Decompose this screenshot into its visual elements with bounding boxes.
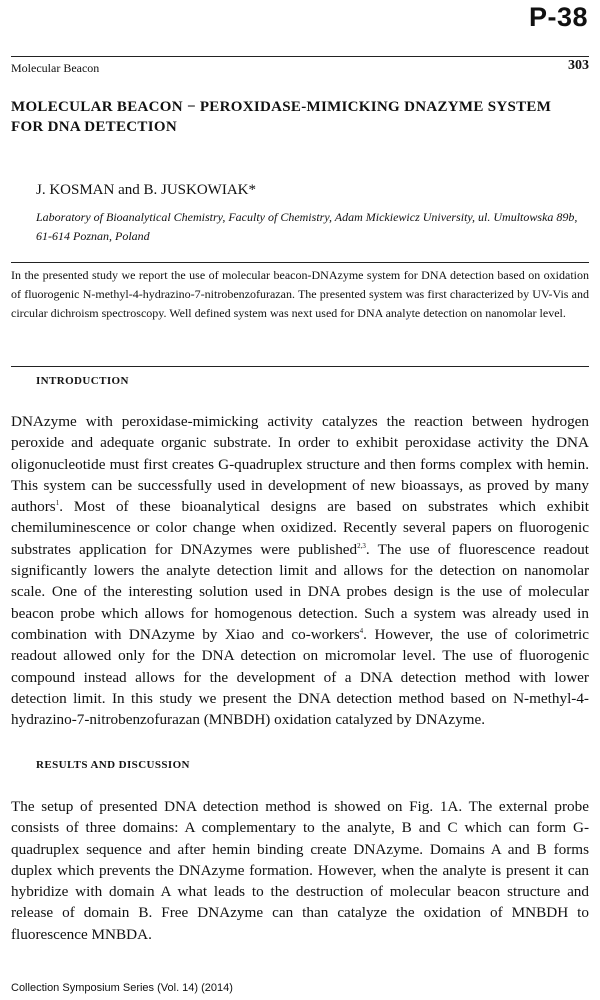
paper-title <box>11 97 591 137</box>
intro-text-part-1: DNAzyme with peroxidase-mimicking activity catalyzes the reaction between hydrogen peroxide and adequate organic substrate. In order to exhibit peroxidase activity the DNA oligonucleotide must first creates G-quadruplex structure and then forms complex with hemin. This system can be successfully used in development of new bioassays, as proved by many authors <box>11 413 589 516</box>
poster-code: P-38 <box>528 2 588 32</box>
paper-title-line-1: MOLECULAR BEACON − PEROXIDASE-MIMICKING DNAZYME SYSTEM <box>11 99 552 115</box>
affiliation: Laboratory of Bioanalytical Chemistry, Faculty of Chemistry, Adam Mickiewicz University, ul. Umultowska 89b, 61-614 Poznan, Poland <box>36 210 578 243</box>
intro-text-part-2: . Most of these bioanalytical designs are based on substrates which exhibit chemiluminescence or color change when oxidized. Recently several papers on fluorogenic substrates application for DNAzymes were published <box>11 498 589 558</box>
running-header-title: Molecular Beacon <box>11 61 100 75</box>
intro-text-part-3: . The use of fluorescence readout significantly lowers the analyte detection limit and allows for the detection on nanomolar scale. One of the interesting solution used in DNA probes design is the use of molecular beacon probe which allows for homogenous detection. Such a system was already used in combination with DNAzyme by Xiao and co-workers <box>11 540 589 643</box>
reference-1: 1 <box>55 499 60 508</box>
footer: Collection Symposium Series (Vol. 14) (2014) <box>11 982 233 994</box>
abstract: In the presented study we report the use of molecular beacon-DNAzyme system for DNA detection based on oxidation of fluorogenic N-methyl-4-hydrazino-7-nitrobenzofurazan. The presented system was first characterized by UV-Vis and circular dichroism spectroscopy. Well defined system was next used for DNA analyte detection on nanomolar level. <box>11 262 589 323</box>
intro-text-part-4: . However, the use of colorimetric readout allowed only for the DNA detection on micromolar level. The use of fluorogenic compound instead allows for the development of a DNA detection method with lower detection limit. In this study we present the DNA detection method based on N-methyl-4-hydrazino-7-nitrobenzofurazan (MNBDH) oxidation catalyzed by DNAzyme. <box>11 625 589 729</box>
results-heading: RESULTS AND DISCUSSION <box>36 759 190 771</box>
running-header <box>11 56 589 80</box>
reference-4: 4 <box>359 626 364 635</box>
introduction-paragraph <box>11 411 589 730</box>
reference-2-3: 2,3 <box>357 541 366 550</box>
paper-title-line-2: FOR DNA DETECTION <box>11 119 177 135</box>
page-number: 303 <box>568 58 589 73</box>
introduction-heading: INTRODUCTION <box>36 375 129 387</box>
abstract-divider <box>11 366 589 367</box>
results-paragraph: The setup of presented DNA detection method is showed on Fig. 1A. The external probe consists of three domains: A complementary to the analyte, B and C which can form G-quadruplex sequence and after hemin binding create DNAzyme. Domains A and B forms duplex which prevents the DNAzyme formation. However, when the analyte is present it can hybridize with domain A what leads to the destruction of molecular beacon structure and release of domain B. Free DNAzyme can than catalyze the oxidation of MNBDH to fluorescence MNBDA. <box>11 798 589 943</box>
authors: J. KOSMAN and B. JUSKOWIAK* <box>36 182 257 198</box>
